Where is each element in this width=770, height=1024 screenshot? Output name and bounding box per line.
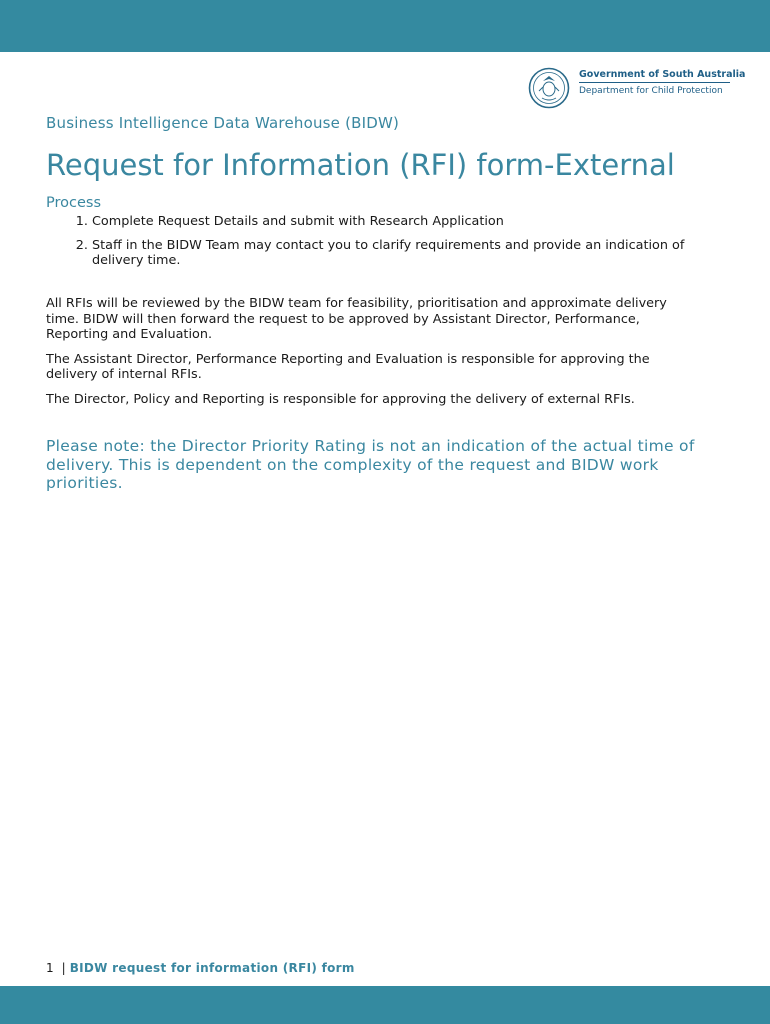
department-name: Department for Child Protection — [579, 86, 723, 96]
internal-approval-paragraph: The Assistant Director, Performance Reporting and Evaluation is responsible for approving the delivery of internal RFIs. — [46, 351, 650, 382]
footer-separator: | — [61, 961, 66, 975]
document-subtitle: Business Intelligence Data Warehouse (BIDW) — [46, 114, 400, 132]
footer-title: BIDW request for information (RFI) form — [69, 961, 355, 975]
process-steps — [46, 214, 696, 268]
government-name: Government of South Australia — [579, 69, 746, 80]
review-paragraph: All RFIs will be reviewed by the BIDW team for feasibility, prioritisation and approximate delivery time. BIDW will then forward the request to be approved by Assistant Director, Performance, Reporting and Evaluation. — [46, 296, 667, 342]
document-body — [46, 114, 696, 508]
state-seal-icon — [528, 67, 570, 109]
page-number: 1 — [46, 961, 54, 975]
process-step: 2. Staff in the BIDW Team may contact you to clarify requirements and provide an indication of delivery time. — [92, 238, 696, 268]
page-footer — [46, 961, 355, 975]
process-step: 1. Complete Request Details and submit with Research Application — [92, 214, 696, 229]
footer-band — [0, 986, 770, 1024]
process-heading: Process — [46, 195, 102, 211]
logo-divider — [579, 82, 730, 83]
external-approval-paragraph: The Director, Policy and Reporting is responsible for approving the delivery of external RFIs. — [46, 391, 635, 407]
priority-note: Please note: the Director Priority Rating is not an indication of the actual time of delivery. This is dependent on the complexity of the request and BIDW work priorities. — [46, 437, 695, 492]
header-band — [0, 0, 770, 52]
document-title: Request for Information (RFI) form-External — [46, 148, 675, 182]
government-logo — [528, 67, 746, 111]
